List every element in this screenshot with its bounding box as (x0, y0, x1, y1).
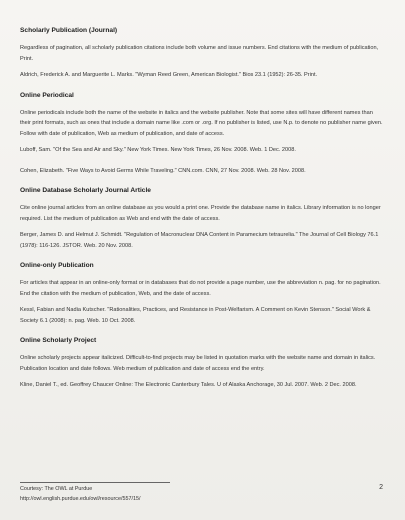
section-online-only (20, 261, 385, 326)
section-description: Online scholarly projects appear italicized. Difficult-to-find projects may be listed in quotation marks with the website name and domain in italics. Publication location and date follows. Web medium of publication and date of access end the entry. (20, 355, 376, 372)
citation-entry: Cohen, Elizabeth. "Five Ways to Avoid Germs While Traveling." CNN.com. CNN, 27 Nov. 2008. Web. 28 Nov. 2008. (20, 167, 306, 174)
section-heading: Online-only Publication (20, 262, 94, 269)
citation-entry: Kline, Daniel T., ed. Geoffrey Chaucer Online: The Electronic Canterbury Tales. U of Alaska Anchorage, 30 Jul. 2007. Web. 2 Dec. 2008. (20, 382, 357, 388)
section-description: Cite online journal articles from an online database as you would a print one. Provide the database name in italics. Library information is no longer required. List the medium of publication as Web and end with the date of access. (20, 205, 381, 222)
section-heading: Scholarly Publication (Journal) (20, 27, 118, 34)
footer-divider (20, 482, 170, 483)
section-online-scholarly-project (20, 336, 385, 391)
section-heading: Online Database Scholarly Journal Article (20, 187, 151, 194)
citation-entry: Aldrich, Frederick A. and Marguerite L. Marks. "Wyman Reed Green, American Biologist." Bios 23.1 (1952): 26-35. Print. (20, 72, 318, 78)
footer-url[interactable]: http://owl.english.purdue.edu/owl/resource/557/15/ (20, 495, 141, 502)
citation-entry: Kessl, Fabian and Nadia Kutscher. "Rationalities, Practices, and Resistance in Post-Welfarism. A Comment on Kevin Stenson." Social Work & Society 6.1 (2008): n. pag. Web. 10 Oct. 2008. (20, 307, 371, 324)
citation-entry: Luboff, Sam. "Of the Sea and Air and Sky." New York Times. New York Times, 26 Nov. 2008. Web. 1 Dec. 2008. (20, 147, 296, 153)
section-description: Regardless of pagination, all scholarly publication citations include both volume and issue numbers. End citations with the medium of publication, Print. (20, 45, 379, 62)
section-heading: Online Scholarly Project (20, 337, 97, 344)
section-online-database (20, 186, 385, 251)
citation-entry: Berger, James D. and Helmut J. Schmidt. "Regulation of Macronuclear DNA Content in Paramecium tetraurelia." The Journal of Cell Biology 76.1 (1978): 116-126. JSTOR. Web. 20 Nov. 2008. (20, 232, 379, 249)
section-scholarly-journal (20, 26, 385, 81)
section-online-periodical (20, 91, 385, 177)
section-description: Online periodicals include both the name of the website in italics and the website publisher. Note that some sites will have different names than their print formats, such as ones that include a domain name like .com or .org. If no publisher is listed, use N.p. to denote no publisher name given. Follow with date of publication, Web as medium of publication, and date of access. (20, 109, 383, 137)
section-description: For articles that appear in an online-only format or in databases that do not provide a page number, use the abbreviation n. pag. for no pagination. End the citation with the medium of publication, Web, and the date of access. (20, 280, 381, 297)
page-number: 2 (379, 484, 383, 491)
section-heading: Online Periodical (20, 91, 74, 99)
footer (20, 485, 140, 504)
footer-courtesy: Courtesy: The OWL at Purdue (20, 486, 93, 492)
